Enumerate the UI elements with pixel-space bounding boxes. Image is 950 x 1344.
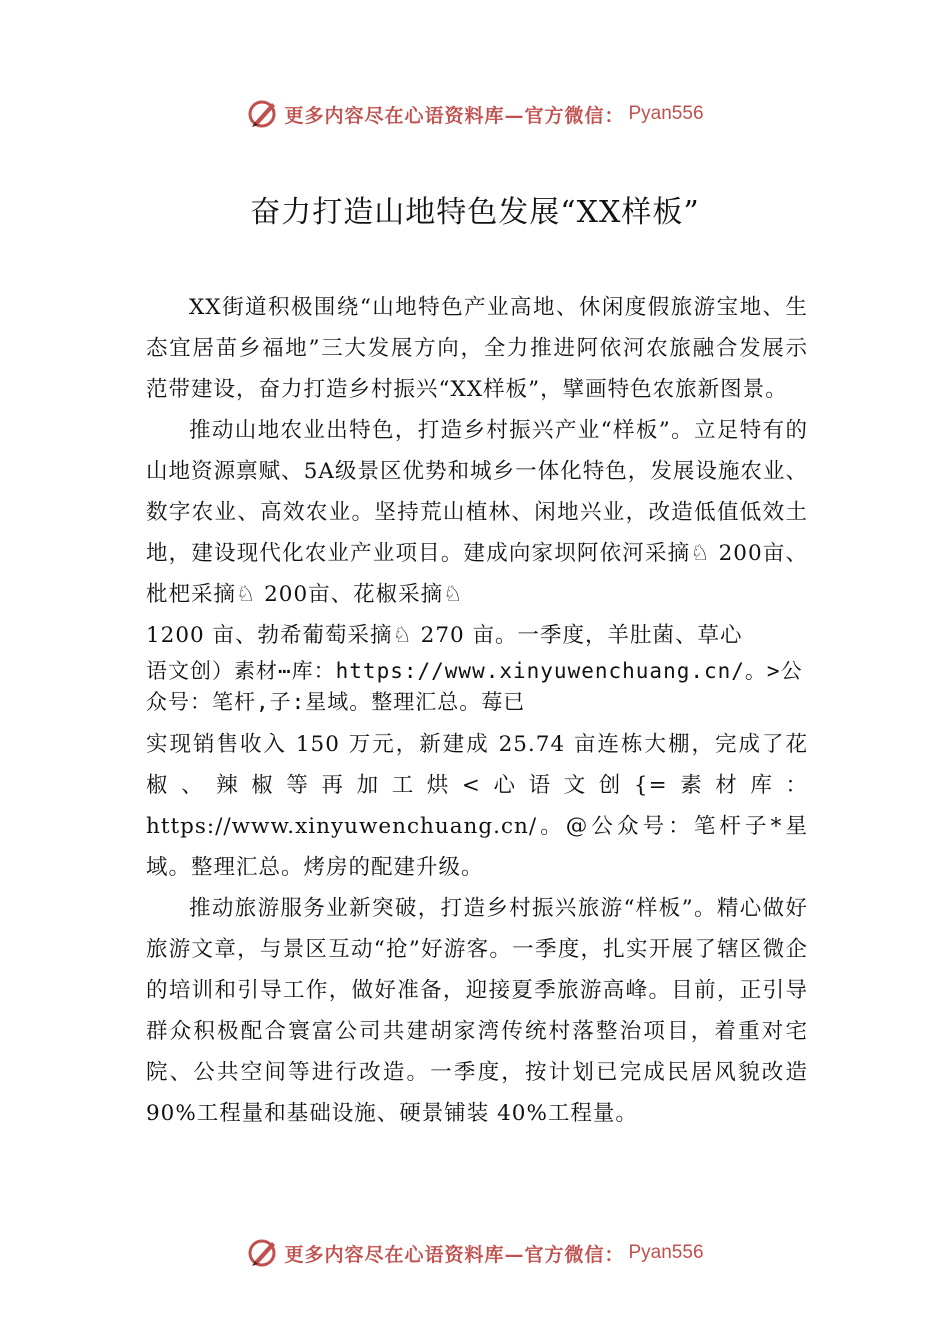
footer-wechat-id: Pyan556 [628,1242,704,1263]
pen-logo-icon [246,1236,280,1270]
header-wechat-id: Pyan556 [628,103,704,124]
watermark-ocr-line: 语文创）素材⋯库：https://www.xinyuwenchuang.cn/。>公众号：笔杆,子:星域。整理汇总。莓已 [146,659,803,714]
footer-banner [0,1233,950,1273]
header-banner-text: 更多内容尽在心语资料库—官方微信： [284,104,625,127]
paragraph-intro: XX街道积极围绕“山地特色产业高地、休闲度假旅游宝地、生态宜居苗乡福地”三大发展方向，全力推进阿依河农旅融合发展示范带建设，奋力打造乡村振兴“XX样板”，擘画特色农旅新图景。 [146,295,808,402]
paragraph-tourism: 推动旅游服务业新突破，打造乡村振兴旅游“样板”。精心做好旅游文章，与景区互动“抢”好游客。一季度，扎实开展了辖区微企的培训和引导工作，做好准备，迎接夏季旅游高峰。目前，正引导群众积极配合寰富公司共建胡家湾传统村落整治项目，着重对宅院、公共空间等进行改造。一季度，按计划已完成民居风貌改造 90%工程量和基础设施、硬景铺装 40%工程量。 [146,896,808,1126]
pen-logo-icon [246,97,280,131]
paragraph-sales: 实现销售收入 150 万元，新建成 25.74 亩连栋大棚，完成了花椒、辣椒等再加工烘<心语文创{=素材库：https://www.xinyuwenchuang.cn/。@公众号：笔杆子*星域。整理汇总。烤房的配建升级。 [146,732,808,880]
article-body [146,287,808,1134]
header-banner [0,94,950,134]
footer-banner-text: 更多内容尽在心语资料库—官方微信： [284,1243,625,1266]
page-title: 奋力打造山地特色发展“XX样板” [250,195,700,230]
paragraph-agriculture-line: 1200 亩、勃希葡萄采摘♘ 270 亩。一季度，羊肚菌、草心 [146,623,743,648]
paragraph-agriculture: 推动山地农业出特色，打造乡村振兴产业“样板”。立足特有的山地资源禀赋、5A级景区优势和城乡一体化特色，发展设施农业、数字农业、高效农业。坚持荒山植林、闲地兴业，改造低值低效土地，建设现代化农业产业项目。建成向家坝阿依河采摘♘ 200亩、枇杷采摘♘ 200亩、花椒采摘♘ [146,418,808,607]
